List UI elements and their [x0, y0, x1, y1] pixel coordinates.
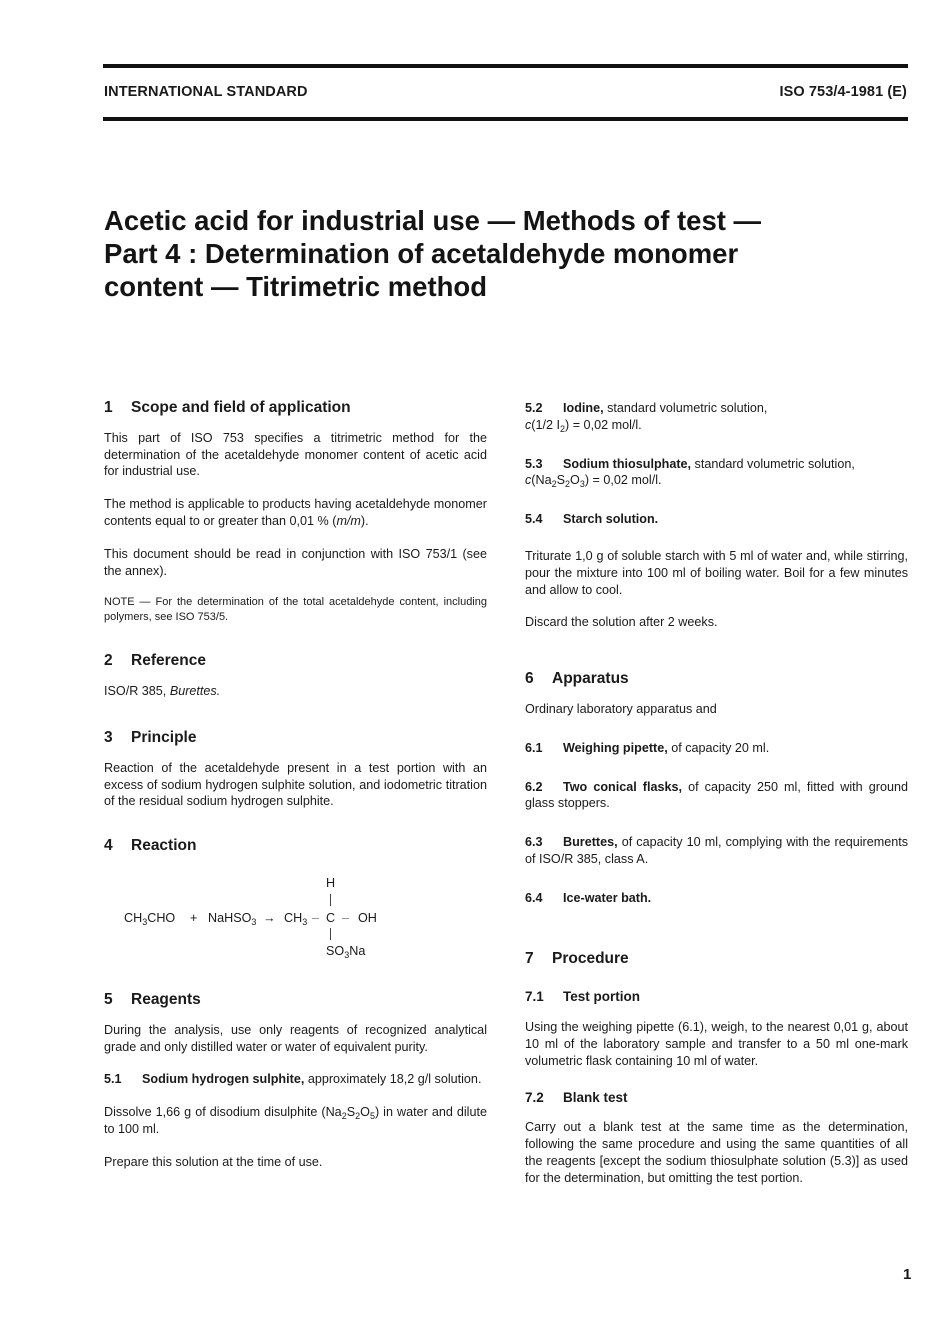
right-column	[525, 400, 908, 1203]
header-bottom-rule	[103, 117, 908, 121]
reagent-description: standard volumetric solution,	[691, 456, 855, 471]
section-title: Principle	[131, 728, 197, 746]
section-number: 5	[104, 990, 113, 1008]
section-number: 3	[104, 728, 113, 746]
principle-paragraph: Reaction of the acetaldehyde present in a test portion with an excess of sodium hydrogen sulphite solution, and iodometric titration of the residual sodium hydrogen sulphite.	[104, 760, 487, 809]
left-column	[104, 400, 487, 1187]
product-sulphonate-group: $SO_3Na$	[326, 943, 366, 960]
reagent-5-1-note: Prepare this solution at the time of use.	[104, 1154, 323, 1169]
section-7-heading	[525, 951, 908, 968]
apparatus-intro: Ordinary laboratory apparatus and	[525, 701, 717, 716]
bond-left: –	[312, 910, 320, 925]
scope-paragraph-1: This part of ISO 753 specifies a titrimetric method for the determination of the acetaldehyde monomer content of acetic acid for industrial use.	[104, 430, 487, 479]
reference-title: Burettes.	[169, 684, 221, 699]
section-number: 6	[525, 670, 534, 688]
apparatus-item-6-2: 6.2 Two conical flasks, of capacity 250 ml, fitted with ground glass stoppers.	[525, 779, 908, 811]
subsection-7-1-heading	[525, 989, 908, 1006]
reaction-equation	[104, 868, 487, 968]
page-number: 1	[903, 1266, 912, 1283]
section-title: Reference	[131, 652, 206, 670]
reagent-name: Iodine,	[563, 401, 604, 415]
test-portion-paragraph: Using the weighing pipette (6.1), weigh, to the nearest 0,01 g, about 10 ml of the laboratory sample and transfer to a 50 ml one-mark volumetric flask containing 10 ml of water.	[525, 1020, 908, 1068]
section-title: Reaction	[131, 837, 197, 855]
scope-p2-text: The method is applicable to products having acetaldehyde monomer contents equal to or greater than 0,01 % (	[104, 497, 487, 528]
reagent-description: standard volumetric solution,	[603, 401, 768, 415]
reagent-5-1-preparation: Dissolve 1,66 g of disodium disulphite $(Na_2S_2O_5)$ in water and dilute to 100 ml.	[104, 1105, 487, 1136]
section-number: 4	[104, 837, 113, 855]
section-4-heading	[104, 838, 487, 855]
reagent-5-4-note: Discard the solution after 2 weeks.	[525, 615, 718, 630]
title-line-1: Acetic acid for industrial use — Methods of test —	[104, 205, 762, 236]
clause-number: 5.2	[525, 401, 543, 415]
reagent-5-3: 5.3 Sodium thiosulphate, standard volumetric solution, $c(Na_2S_2O_3) = 0,02$ mol/l.	[525, 456, 855, 490]
section-title: Apparatus	[552, 670, 629, 688]
apparatus-item-6-4: 6.4 Ice-water bath.	[525, 890, 652, 905]
product-hydrogen: H	[326, 875, 336, 890]
plus-sign: +	[190, 910, 198, 925]
title-line-3: content — Titrimetric method	[104, 271, 487, 302]
reagent-5-2: 5.2 Iodine, standard volumetric solution, c(1/2 $I_2) = 0,02$ mol/l.	[525, 401, 768, 434]
section-3-heading	[104, 730, 487, 747]
scope-paragraph-3: This document should be read in conjunction with ISO 753/1 (see the annex).	[104, 546, 487, 578]
subsection-number: 7.1	[525, 989, 544, 1005]
clause-number: 5.3	[525, 456, 543, 471]
bond-vertical-bottom	[330, 928, 331, 940]
clause-number: 5.4	[525, 512, 543, 527]
clause-number: 5.1	[104, 1072, 122, 1087]
bond-vertical-top	[330, 894, 331, 906]
section-6-heading	[525, 671, 908, 688]
bond-right: –	[342, 910, 350, 925]
scope-paragraph-2	[104, 496, 487, 530]
header-document-id: ISO 753/4-1981 (E)	[779, 84, 907, 100]
section-number: 7	[525, 949, 534, 967]
header-standard-label: INTERNATIONAL STANDARD	[104, 84, 308, 100]
section-number: 1	[104, 399, 113, 416]
document-title	[104, 204, 864, 303]
subsection-7-2-heading	[525, 1090, 908, 1107]
scope-note: NOTE — For the determination of the total acetaldehyde content, including polymers, see ISO 753/5.	[104, 596, 487, 624]
reagent-name: Starch solution.	[563, 512, 659, 527]
reagents-paragraph: During the analysis, use only reagents of recognized analytical grade and only distilled water or water of equivalent purity.	[104, 1022, 487, 1054]
blank-test-paragraph: Carry out a blank test at the same time as the determination, following the same procedure and using the same quantities of all the reagents [except the sodium thiosulphate solution (5.3)] as used for the determination, but omitting the test portion.	[525, 1120, 908, 1185]
product-central-carbon: C	[326, 910, 336, 925]
title-line-2: Part 4 : Determination of acetaldehyde monomer	[104, 238, 739, 269]
subsection-number: 7.2	[525, 1089, 544, 1105]
section-title: Scope and field of application	[131, 399, 351, 416]
apparatus-item-6-3: 6.3 Burettes, of capacity 10 ml, complying with the requirements of ISO/R 385, class A.	[525, 835, 908, 866]
reagent-5-1	[104, 1071, 487, 1088]
product-hydroxyl-group: OH	[358, 910, 377, 925]
section-5-heading	[104, 992, 487, 1009]
reactant-acetaldehyde: $CH_3CHO$	[124, 910, 176, 927]
product-methyl-group: $CH_3$	[284, 910, 308, 927]
mass-fraction-unit: m/m	[336, 513, 361, 528]
section-1-heading	[104, 400, 487, 417]
scope-p2-end: ).	[360, 513, 369, 528]
subsection-title: Blank test	[563, 1089, 628, 1105]
section-title: Reagents	[131, 990, 201, 1008]
reactant-sodium-hydrogen-sulphite: NaHSO$_3$	[208, 910, 257, 927]
arrow-icon: →	[263, 910, 276, 925]
section-title: Procedure	[552, 949, 629, 967]
reagent-5-4-preparation: Triturate 1,0 g of soluble starch with 5 ml of water and, while stirring, pour the mixture into 100 ml of boiling water. Boil for a few minutes and allow to cool.	[525, 548, 908, 597]
reference-code: ISO/R 385,	[104, 684, 170, 699]
reagent-name: Sodium thiosulphate,	[563, 456, 692, 471]
subsection-title: Test portion	[563, 989, 640, 1005]
section-number: 2	[104, 652, 113, 670]
reagent-name: Sodium hydrogen sulphite,	[142, 1072, 305, 1087]
header-top-rule	[103, 64, 908, 68]
reagent-5-4	[525, 511, 908, 528]
apparatus-item-6-1: 6.1 Weighing pipette, of capacity 20 ml.	[525, 740, 770, 755]
section-2-heading	[104, 653, 487, 670]
reagent-description: approximately 18,2 g/l solution.	[304, 1072, 482, 1087]
reference-entry	[104, 683, 487, 700]
